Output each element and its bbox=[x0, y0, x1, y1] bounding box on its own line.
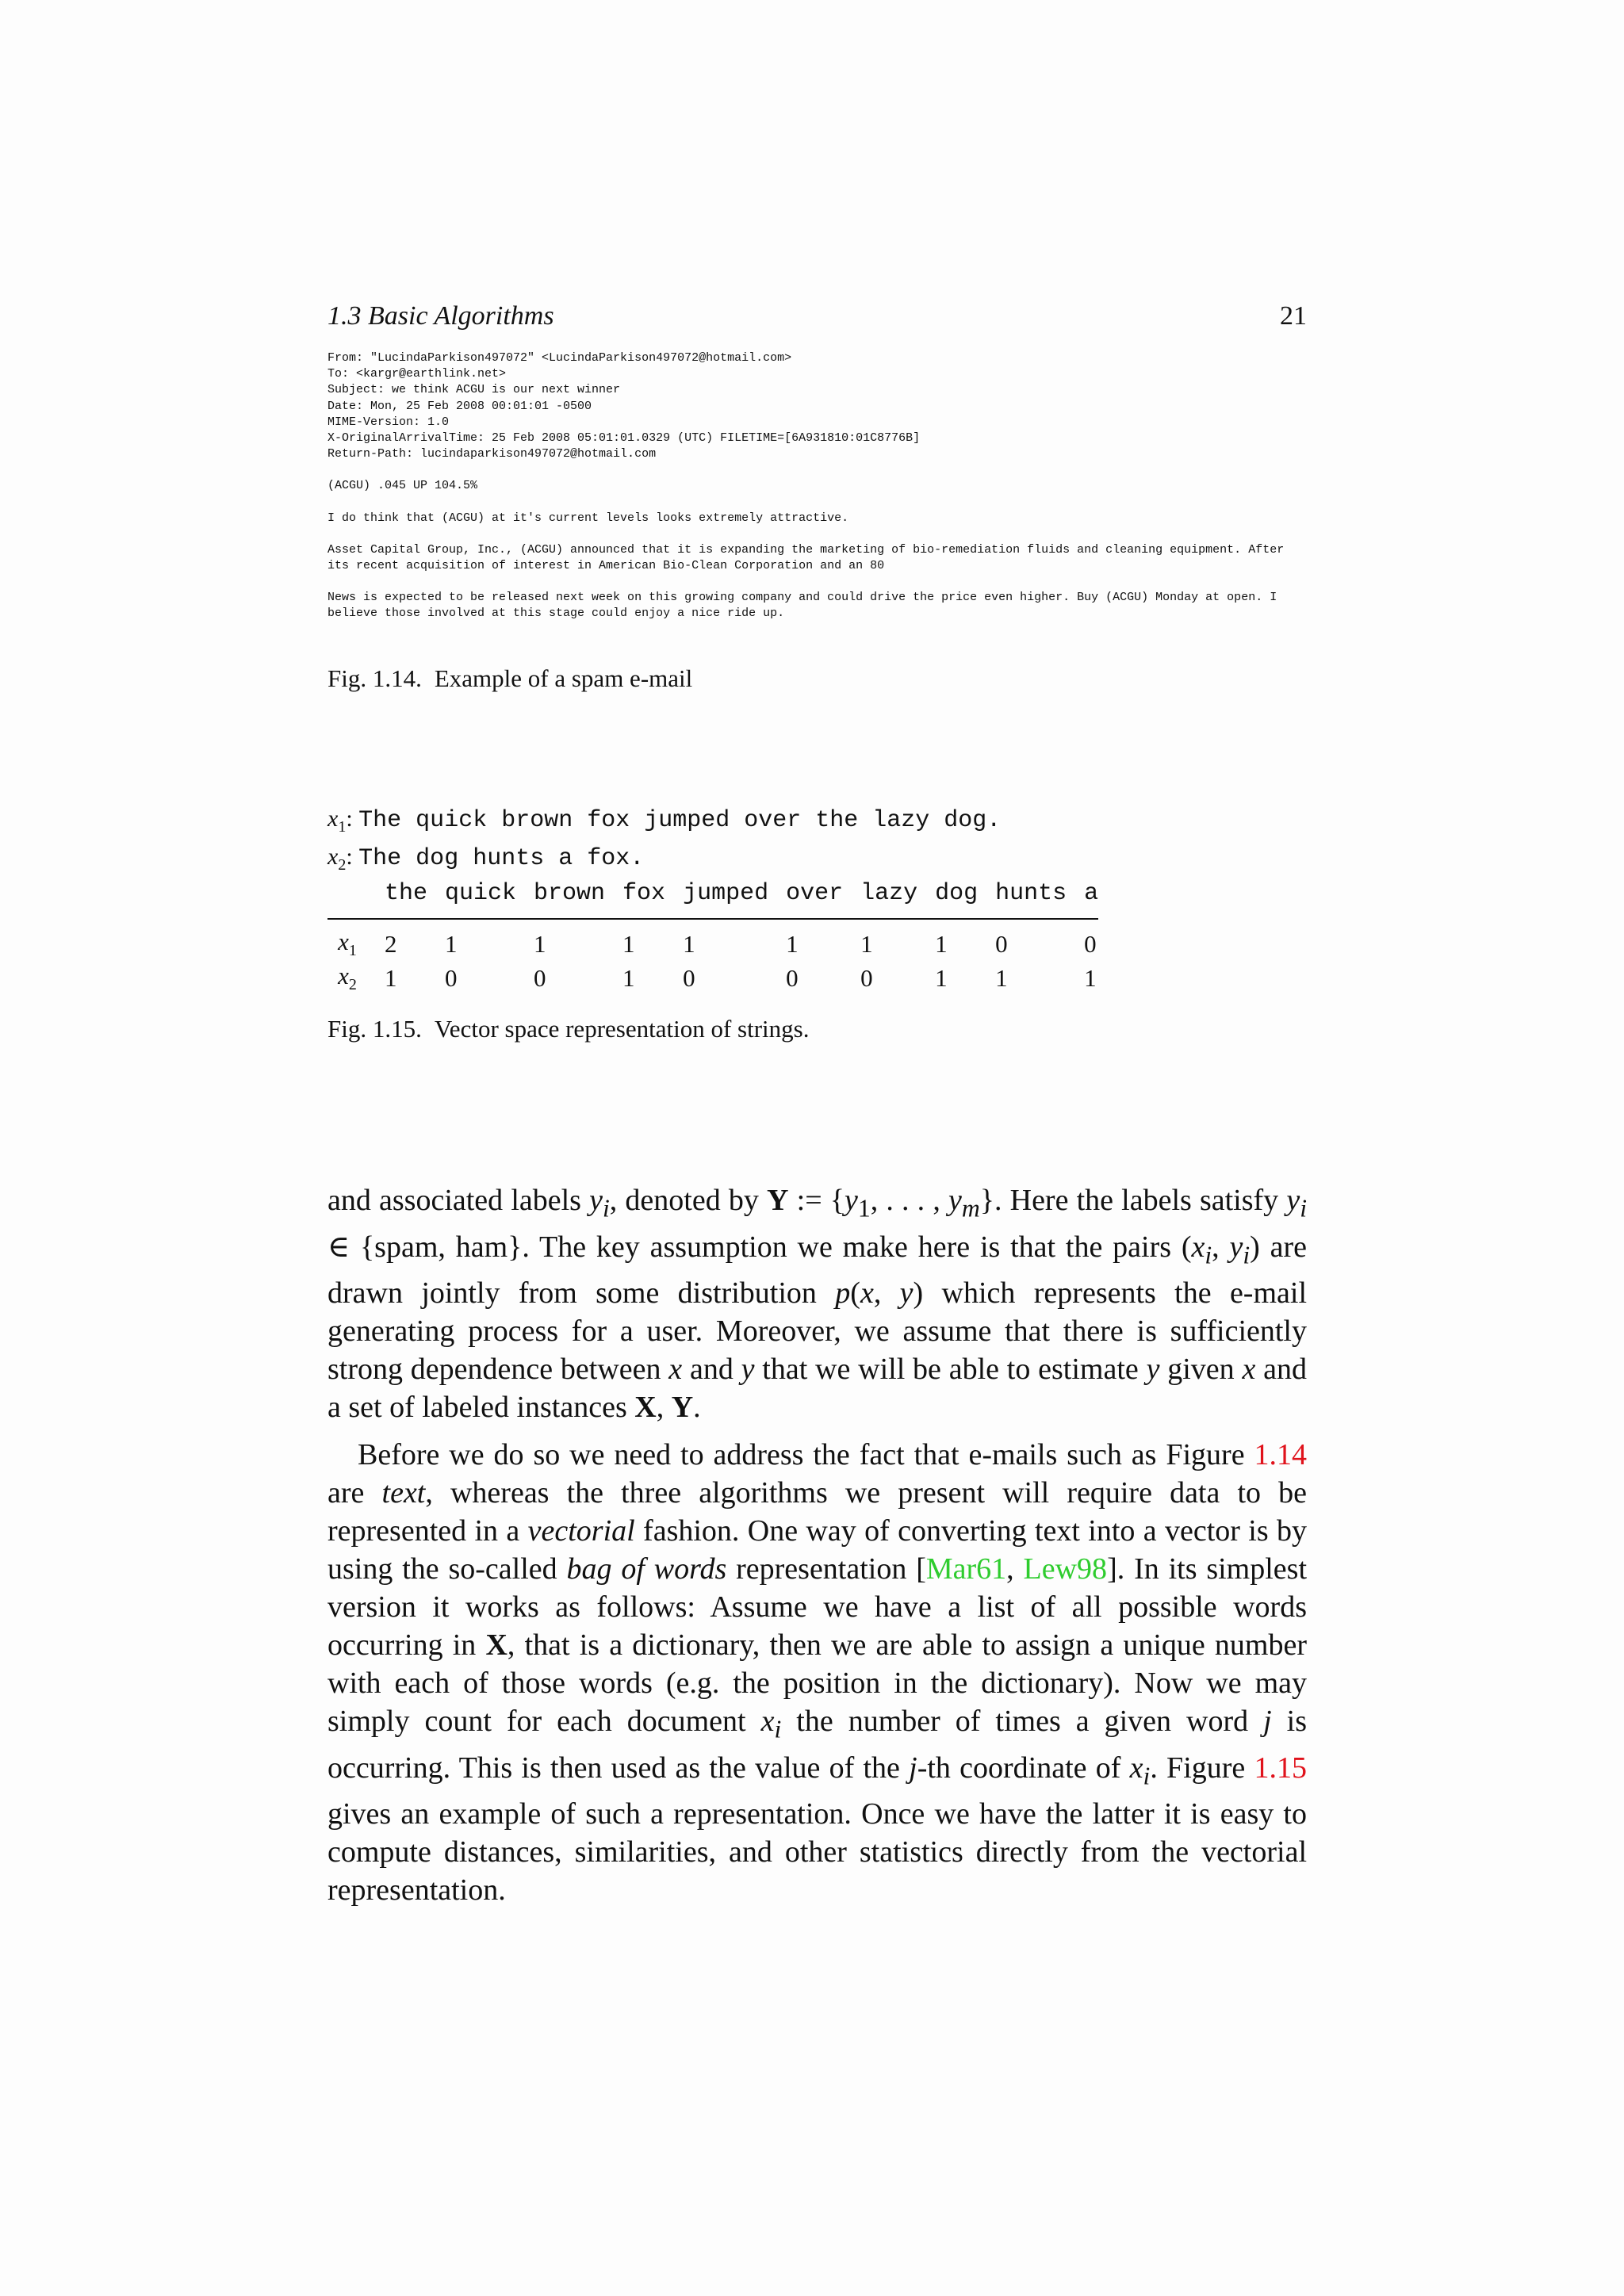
table-cell: 1 bbox=[445, 929, 458, 958]
citation-link[interactable]: Lew98 bbox=[1023, 1552, 1108, 1586]
table-cell: 0 bbox=[683, 963, 695, 992]
table-row bbox=[327, 961, 1098, 995]
email-header-return-path: Return-Path: lucindaparkison497072@hotmail.com bbox=[327, 447, 657, 461]
column-header: over bbox=[786, 880, 844, 907]
table-cell: 1 bbox=[935, 963, 948, 992]
column-header: lazy bbox=[860, 880, 918, 907]
page-number: 21 bbox=[1280, 301, 1307, 331]
table-header-row bbox=[327, 877, 1098, 919]
email-body-line: (ACGU) .045 UP 104.5% bbox=[327, 479, 478, 493]
table-cell: 1 bbox=[534, 929, 546, 958]
string-variable: $x_2$ bbox=[327, 844, 347, 874]
vector-space-table bbox=[327, 877, 1098, 995]
string-variable: $x_1$ bbox=[327, 806, 347, 836]
example-strings bbox=[327, 804, 1001, 880]
column-header: hunts bbox=[995, 880, 1067, 907]
figure-caption-1-14 bbox=[327, 664, 692, 693]
email-body-line: News is expected to be released next week on this growing company and could drive the price even higher. Buy (ACGU) Monday at open. I bbox=[327, 591, 1277, 605]
string-row: $x_1$: The quick brown fox jumped over the lazy dog. bbox=[327, 806, 1002, 836]
caption-text: Example of a spam e-mail bbox=[434, 664, 693, 692]
caption-label: Fig. 1.15. bbox=[327, 1015, 422, 1043]
table-cell: 1 bbox=[683, 929, 695, 958]
table-cell: 1 bbox=[860, 929, 873, 958]
email-header-date: Date: Mon, 25 Feb 2008 00:01:01 -0500 bbox=[327, 399, 592, 413]
table-cell: 0 bbox=[1084, 929, 1097, 958]
page bbox=[327, 0, 1307, 2296]
email-header-subject: Subject: we think ACGU is our next winner bbox=[327, 383, 621, 397]
column-header: brown bbox=[534, 880, 606, 907]
table-cell: 1 bbox=[622, 963, 635, 992]
string-text: The dog hunts a fox. bbox=[358, 845, 645, 872]
email-header-mime: MIME-Version: 1.0 bbox=[327, 415, 450, 429]
table-cell: 1 bbox=[1084, 963, 1097, 992]
email-body-line: its recent acquisition of interest in American Bio-Clean Corporation and an 80 bbox=[327, 559, 885, 573]
table-cell: 0 bbox=[860, 963, 873, 992]
table-cell: 1 bbox=[622, 929, 635, 958]
email-header-arrival: X-OriginalArrivalTime: 25 Feb 2008 05:01:01.0329 (UTC) FILETIME=[6A931810:01C8776B] bbox=[327, 431, 921, 446]
email-body-line: believe those involved at this stage could enjoy a nice ride up. bbox=[327, 607, 785, 621]
column-header: dog bbox=[935, 880, 979, 907]
table-cell: 0 bbox=[995, 929, 1008, 958]
section-title: 1.3 Basic Algorithms bbox=[327, 301, 554, 331]
column-header: a bbox=[1084, 880, 1099, 907]
running-header bbox=[327, 301, 1307, 336]
string-text: The quick brown fox jumped over the lazy dog. bbox=[358, 807, 1002, 834]
email-body-line: I do think that (ACGU) at it's current levels looks extremely attractive. bbox=[327, 511, 849, 525]
table-cell: 0 bbox=[534, 963, 546, 992]
figure-ref-link[interactable]: 1.15 bbox=[1254, 1751, 1308, 1785]
body-text bbox=[327, 1181, 1307, 1909]
column-header: jumped bbox=[683, 880, 769, 907]
email-header-from: From: "LucindaParkison497072" <LucindaParkison497072@hotmail.com> bbox=[327, 351, 792, 365]
table-row bbox=[327, 919, 1098, 961]
table-cell: 0 bbox=[445, 963, 458, 992]
table-cell: 2 bbox=[385, 929, 397, 958]
column-header: quick bbox=[445, 880, 517, 907]
column-header: the bbox=[385, 880, 428, 907]
row-label: $x_2$ bbox=[338, 962, 357, 994]
caption-label: Fig. 1.14. bbox=[327, 664, 422, 692]
string-row: $x_2$: The dog hunts a fox. bbox=[327, 844, 645, 874]
figure-ref-link[interactable]: 1.14 bbox=[1254, 1438, 1307, 1472]
figure-caption-1-15 bbox=[327, 1015, 809, 1043]
column-header: fox bbox=[622, 880, 666, 907]
table-cell: 1 bbox=[786, 929, 799, 958]
table-cell: 0 bbox=[786, 963, 799, 992]
row-label: $x_1$ bbox=[338, 928, 357, 960]
spam-email-figure bbox=[327, 350, 1307, 622]
email-body-line: Asset Capital Group, Inc., (ACGU) announced that it is expanding the marketing of bio-remediation fluids and cleaning equipment. After bbox=[327, 542, 1285, 557]
email-header-to: To: <kargr@earthlink.net> bbox=[327, 367, 507, 381]
caption-text: Vector space representation of strings. bbox=[434, 1015, 810, 1043]
table-cell: 1 bbox=[385, 963, 397, 992]
citation-link[interactable]: Mar61 bbox=[925, 1552, 1007, 1586]
paragraph: Before we do so we need to address the fact that e-mails such as Figure 1.14 are text, whereas the three algorithms we present will require data to be represented in a vectorial fashion. One way of converting text into a vector is by using the so-called bag of words representation [Mar61, Lew98]. In its simplest version it works as follows: Assume we have a list of all possible words occurring in X, that is a dictionary, then we are able to assign a unique number with each of those words (e.g. the position in the dictionary). Now we may simply count for each document $x_i$ the number of times a given word j is occurring. This is then used as the value of the j-th coordinate of $x_i$. Figure 1.15 gives an example of such a representation. Once we have the latter it is easy to compute distances, similarities, and other statistics directly from the vectorial representation. bbox=[327, 1438, 1308, 1908]
table-cell: 1 bbox=[935, 929, 948, 958]
table-cell: 1 bbox=[995, 963, 1008, 992]
paragraph: and associated labels $y_i$, denoted by Y := {$y_1$, . . . , $y_m$}. Here the labels satisfy $y_i$ ∈ {spam, ham}. The key assumption we make here is that the pairs ($x_i$, $y_i$) are drawn jointly from some distribution p(x, y) which represents the e-mail generating process for a user. Moreover, we assume that there is sufficiently strong dependence between x and y that we will be able to estimate y given x and a set of labeled instances X, Y. bbox=[327, 1184, 1308, 1425]
